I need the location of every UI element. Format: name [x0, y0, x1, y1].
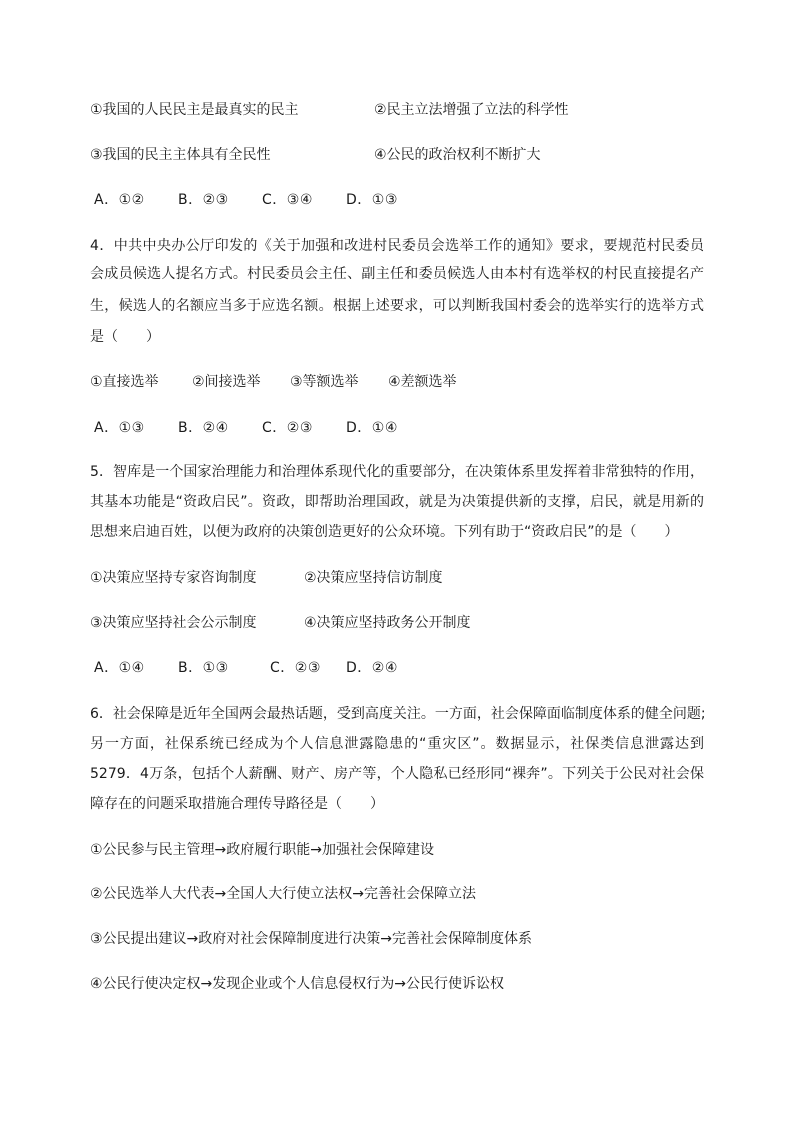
q5-choice-b: B．①③	[178, 660, 229, 676]
q5-statement-1: ①决策应坚持专家咨询制度	[90, 570, 257, 586]
q6-stem-line-2: 另一方面，社保系统已经成为个人信息泄露隐患的“重灾区”。数据显示，社保类信息泄露达到	[90, 736, 704, 752]
q4-choice-c: C．②③	[262, 420, 313, 436]
q4-stem-line-1: 4．中共中央办公厅印发的《关于加强和改进村民委员会选举工作的通知》要求，要规范村民委员	[90, 238, 704, 254]
q3-choice-b: B．②③	[178, 192, 229, 208]
q4-statement-4: ④差额选举	[388, 374, 457, 390]
q6-statement-4: ④公民行使决定权→发现企业或个人信息侵权行为→公民行使诉讼权	[90, 976, 505, 992]
q5-stem-line-3: 思想来启迪百姓，以便为政府的决策创造更好的公众环境。下列有助于“资政启民”的是（ ）	[90, 524, 679, 540]
q4-stem-line-4: 是（ ）	[90, 329, 160, 345]
q3-statement-2: ②民主立法增强了立法的科学性	[374, 102, 569, 118]
q5-choice-a: A．①④	[94, 660, 145, 676]
q4-statement-2: ②间接选举	[192, 374, 261, 390]
q5-stem-line-2: 其基本功能是“资政启民”。资政，即帮助治理国政，就是为决策提供新的支撑，启民，就是用新的	[90, 494, 704, 510]
q6-statement-1: ①公民参与民主管理→政府履行职能→加强社会保障建设	[90, 842, 435, 858]
q4-choice-d: D．①④	[346, 420, 398, 436]
q3-statement-4: ④公民的政治权利不断扩大	[374, 147, 541, 163]
q6-stem-line-3: 5279．4万条，包括个人薪酬、财产、房产等，个人隐私已经形同“裸奔”。下列关于公民对社会保	[90, 766, 704, 782]
q4-stem-line-3: 生，候选人的名额应当多于应选名额。根据上述要求，可以判断我国村委会的选举实行的选举方式	[90, 298, 704, 314]
q4-statement-3: ③等额选举	[290, 374, 359, 390]
q5-choice-d: D．②④	[346, 660, 398, 676]
q4-statement-1: ①直接选举	[90, 374, 159, 390]
q3-statement-3: ③我国的民主主体具有全民性	[90, 147, 271, 163]
q4-choice-a: A．①③	[94, 420, 145, 436]
q3-choice-c: C．③④	[262, 192, 313, 208]
q5-statement-3: ③决策应坚持社会公示制度	[90, 615, 257, 631]
q5-choice-c: C．②③	[270, 660, 321, 676]
q5-statement-2: ②决策应坚持信访制度	[304, 570, 443, 586]
q5-statement-4: ④决策应坚持政务公开制度	[304, 615, 471, 631]
q6-stem-line-4: 障存在的问题采取措施合理传导路径是（ ）	[90, 796, 384, 812]
q5-stem-line-1: 5．智库是一个国家治理能力和治理体系现代化的重要部分，在决策体系里发挥着非常独特的作用，	[90, 464, 704, 480]
q3-statement-1: ①我国的人民民主是最真实的民主	[90, 102, 299, 118]
q3-choice-d: D．①③	[346, 192, 398, 208]
q4-choice-b: B．②④	[178, 420, 229, 436]
q3-choice-a: A．①②	[94, 192, 145, 208]
q6-stem-line-1: 6．社会保障是近年全国两会最热话题，受到高度关注。一方面，社会保障面临制度体系的健全问题;	[90, 706, 706, 722]
q6-statement-2: ②公民选举人大代表→全国人大行使立法权→完善社会保障立法	[90, 886, 477, 902]
q6-statement-3: ③公民提出建议→政府对社会保障制度进行决策→完善社会保障制度体系	[90, 931, 533, 947]
q4-stem-line-2: 会成员候选人提名方式。村民委员会主任、副主任和委员候选人由本村有选举权的村民直接提名产	[90, 266, 704, 282]
